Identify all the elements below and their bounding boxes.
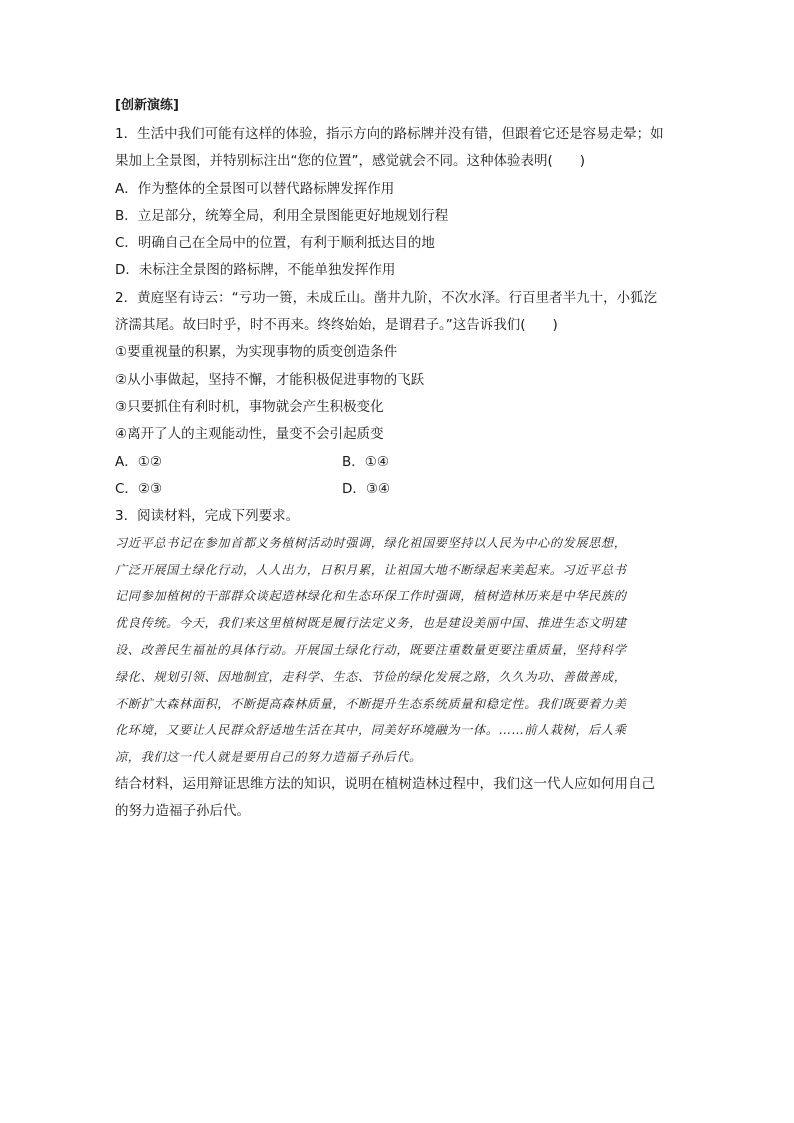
question-2-item-1: ①要重视量的积累，为实现事物的质变创造条件 bbox=[115, 344, 398, 361]
material-line: 设、改善民生福祉的具体行动。开展国土绿化行动，既要注重数量更要注重质量，坚持科学 bbox=[115, 643, 627, 658]
question-3-prompt-line: 结合材料，运用辩证思维方法的知识，说明在植树造林过程中，我们这一代人应如何用自己 bbox=[115, 776, 655, 793]
question-2-choice-c: C．②③ bbox=[115, 480, 163, 497]
question-2-choice-a: A．①② bbox=[115, 453, 162, 470]
document-page bbox=[115, 95, 685, 826]
question-2 bbox=[115, 285, 685, 503]
material-line: 记同参加植树的干部群众谈起造林绿化和生态环保工作时强调，植树造林历来是中华民族的 bbox=[115, 589, 627, 604]
question-2-choices-row-1 bbox=[115, 449, 685, 476]
material-line: 习近平总书记在参加首都义务植树活动时强调，绿化祖国要坚持以人民为中心的发展思想， bbox=[115, 535, 627, 550]
material-line: 凉，我们这一代人就是要用自己的努力造福子孙后代。 bbox=[115, 750, 422, 765]
question-1-stem-line: 果加上全景图，并特别标注出“您的位置”，感觉就会不同。这种体验表明( ) bbox=[115, 153, 586, 170]
question-2-choices-row-2 bbox=[115, 476, 685, 503]
question-3-material bbox=[115, 530, 685, 771]
question-2-stem-line: 2．黄庭坚有诗云：“亏功一篑，未成丘山。凿井九阶，不次水泽。行百里者半九十，小狐汔 bbox=[115, 289, 658, 306]
material-line: 广泛开展国土绿化行动，人人出力，日积月累，让祖国大地不断绿起来美起来。习近平总书 bbox=[115, 562, 627, 577]
question-3 bbox=[115, 503, 685, 826]
question-2-item-3: ③只要抓住有利时机，事物就会产生积极变化 bbox=[115, 398, 384, 415]
question-2-item-4: ④离开了人的主观能动性，量变不会引起质变 bbox=[115, 426, 384, 443]
question-1 bbox=[115, 121, 685, 285]
question-3-prompt-line: 的努力造福子孙后代。 bbox=[115, 803, 250, 820]
material-line: 优良传统。今天，我们来这里植树既是履行法定义务，也是建设美丽中国、推进生态文明建 bbox=[115, 616, 627, 631]
question-2-choice-d: D．③④ bbox=[342, 480, 391, 497]
question-1-option-a: A．作为整体的全景图可以替代路标牌发挥作用 bbox=[115, 180, 395, 197]
section-title: [创新演练] bbox=[115, 98, 179, 113]
question-2-item-2: ②从小事做起，坚持不懈，才能积极促进事物的飞跃 bbox=[115, 371, 425, 388]
material-line: 绿化、规划引领、因地制宜，走科学、生态、节俭的绿化发展之路，久久为功、善做善成， bbox=[115, 669, 627, 684]
question-2-choice-b: B．①④ bbox=[342, 453, 389, 470]
question-1-option-c: C．明确自己在全局中的位置，有利于顺利抵达目的地 bbox=[115, 235, 435, 252]
question-1-stem-line: 1．生活中我们可能有这样的体验，指示方向的路标牌并没有错，但跟着它还是容易走晕；如 bbox=[115, 126, 664, 142]
material-line: 不断扩大森林面积，不断提高森林质量，不断提升生态系统质量和稳定性。我们既要着力美 bbox=[115, 696, 627, 711]
question-1-option-b: B．立足部分，统筹全局，利用全景图能更好地规划行程 bbox=[115, 207, 449, 224]
material-line: 化环境，又要让人民群众舒适地生活在其中，同美好环境融为一体。……前人栽树，后人乘 bbox=[115, 723, 627, 738]
question-2-stem-line: 济濡其尾。故曰时乎，时不再来。终终始始，是谓君子。”这告诉我们( ) bbox=[115, 317, 558, 334]
question-1-option-d: D．未标注全景图的路标牌，不能单独发挥作用 bbox=[115, 262, 396, 279]
question-3-intro: 3．阅读材料，完成下列要求。 bbox=[115, 507, 300, 524]
